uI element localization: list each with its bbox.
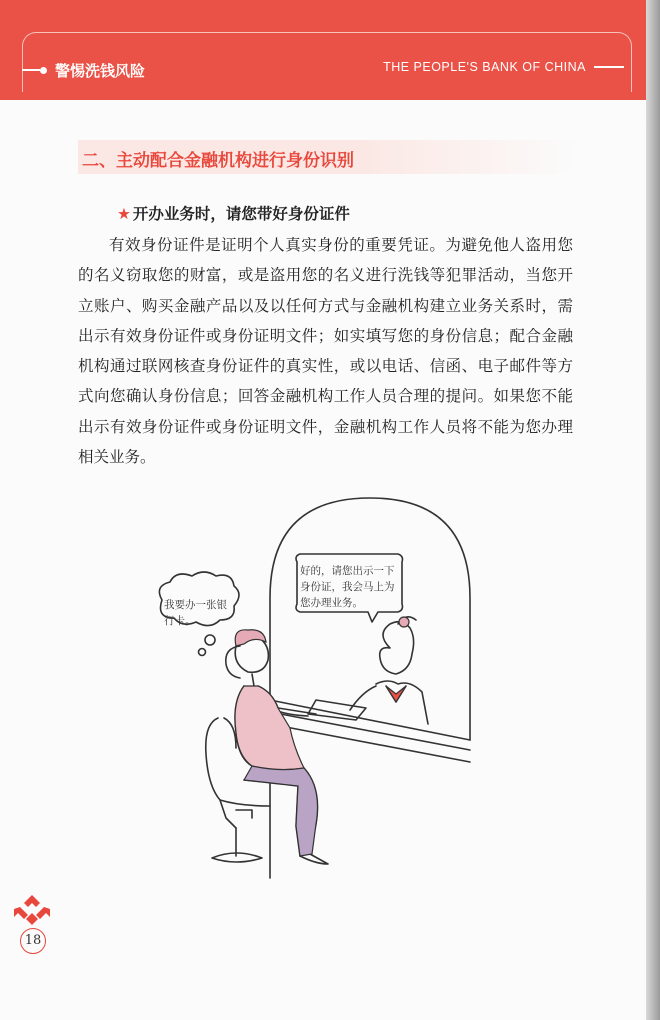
- header-left: [40, 59, 145, 81]
- subheading: [117, 202, 350, 224]
- bank-logo-icon: [14, 895, 50, 927]
- star-icon: ★: [117, 205, 131, 223]
- page-edge: [646, 0, 660, 1020]
- header-right: [383, 60, 624, 74]
- clerk-speech-text: 好的，请您出示一下身份证，我会马上为您办理业务。: [300, 565, 395, 609]
- customer-speech-text: 我要办一张银行卡。: [164, 599, 227, 627]
- header-right-title: THE PEOPLE'S BANK OF CHINA: [383, 60, 586, 74]
- section-title-bar: [78, 140, 578, 174]
- bank-counter-illustration: [140, 488, 500, 898]
- body-paragraph: 有效身份证件是证明个人真实身份的重要凭证。为避免他人盗用您的名义窃取您的财富，或是盗用您的名义进行洗钱等犯罪活动，当您开立账户、购买金融产品以及以任何方式与金融机构建立业务关系时，需出示有效身份证件或身份证明文件；如实填写您的身份信息；配合金融机构通过联网核查身份证件的真实性，或以电话、信函、电子邮件等方式向您确认身份信息；回答金融机构工作人员合理的提问。如果您不能出示有效身份证件或身份证明文件，金融机构工作人员将不能为您办理相关业务。: [78, 236, 573, 467]
- header-right-line: [594, 66, 624, 68]
- header-dot-icon: [40, 67, 47, 74]
- header-left-title: 警惕洗钱风险: [55, 61, 146, 80]
- header-band: [0, 0, 646, 100]
- page-number: 18: [20, 928, 46, 954]
- section-title: 二、主动配合金融机构进行身份识别: [82, 151, 354, 171]
- header-left-line: [22, 69, 40, 71]
- subheading-text: 开办业务时，请您带好身份证件: [132, 205, 350, 223]
